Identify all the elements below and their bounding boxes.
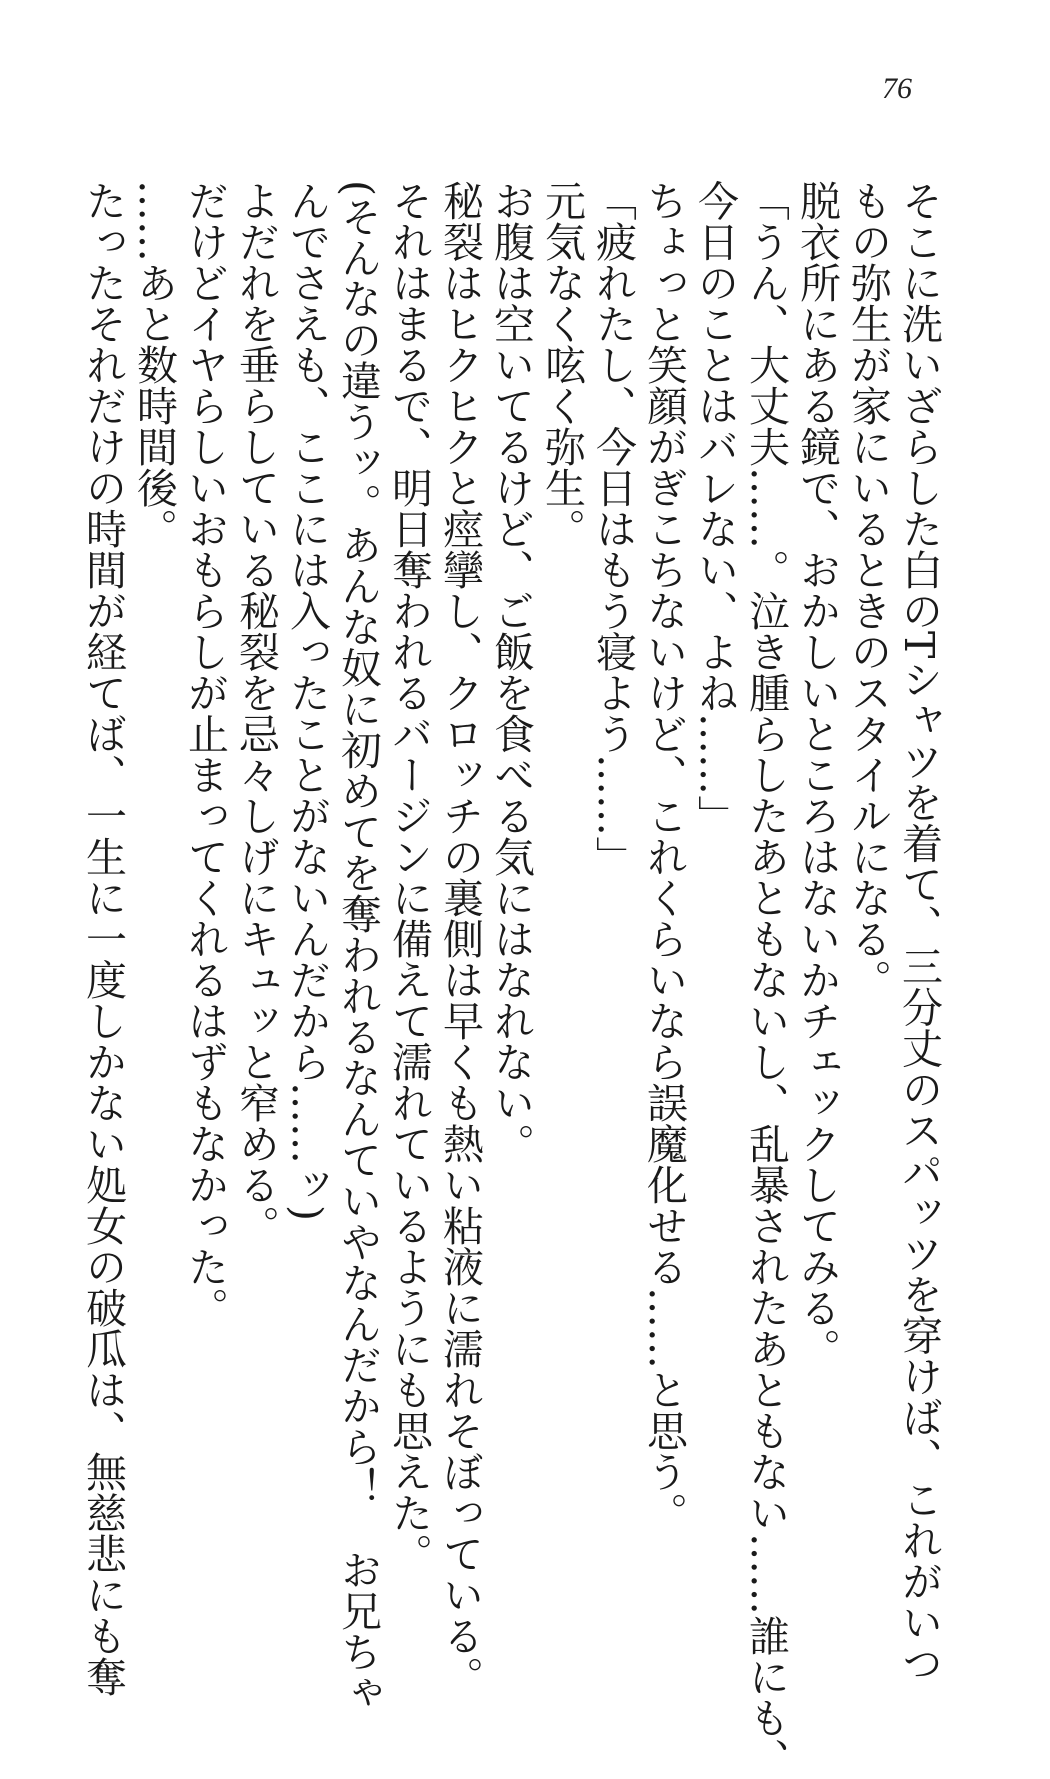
text-line: 秘裂はヒクヒクと痙攣し、クロッチの裏側は早くも熱い粘液に濡れそぼっている。 [436, 180, 484, 1697]
text-line: ちょっと笑顔がぎこちないけど、これくらいなら誤魔化せる……と思う。 [640, 180, 688, 1533]
text-line: 元気なく呟く弥生。 [538, 180, 586, 549]
page-number: 76 [882, 72, 912, 105]
text-line: んでさえも、ここには入ったことがないんだから……ッ) [283, 180, 331, 1221]
text-line: ……あと数時間後。 [130, 180, 178, 549]
text-line: そこに洗いざらした白のTシャツを着て、三分丈のスパッツを穿けば、これがいつ [895, 180, 943, 1684]
text-line: それはまるで、明日奪われるバージンに備えて濡れているようにも思えた。 [385, 180, 433, 1574]
text-line: (そんなの違うッ。あんな奴に初めてを奪われるなんていやなんだから！ お兄ちゃ [334, 180, 382, 1713]
text-line: だけどイヤらしいおもらしが止まってくれるはずもなかった。 [181, 180, 229, 1328]
text-line: もの弥生が家にいるときのスタイルになる。 [844, 180, 892, 1000]
text-line: 「うん、大丈夫……。泣き腫らしたあともないし、乱暴されたあともない……誰にも、 [742, 180, 790, 1779]
text-line: 今日のことはバレない、よね……」 [691, 180, 739, 836]
vertical-text-body [79, 180, 944, 1779]
text-line: 「疲れたし、今日はもう寝よう……」 [589, 180, 637, 877]
text-line: お腹は空いてるけど、ご飯を食べる気にはなれない。 [487, 180, 535, 1164]
text-line: よだれを垂らしている秘裂を忌々しげにキュッと窄める。 [232, 180, 280, 1246]
text-line: たったそれだけの時間が経てば、一生に一度しかない処女の破瓜は、無慈悲にも奪 [79, 180, 127, 1697]
text-line: 脱衣所にある鏡で、おかしいところはないかチェックしてみる。 [793, 180, 841, 1369]
